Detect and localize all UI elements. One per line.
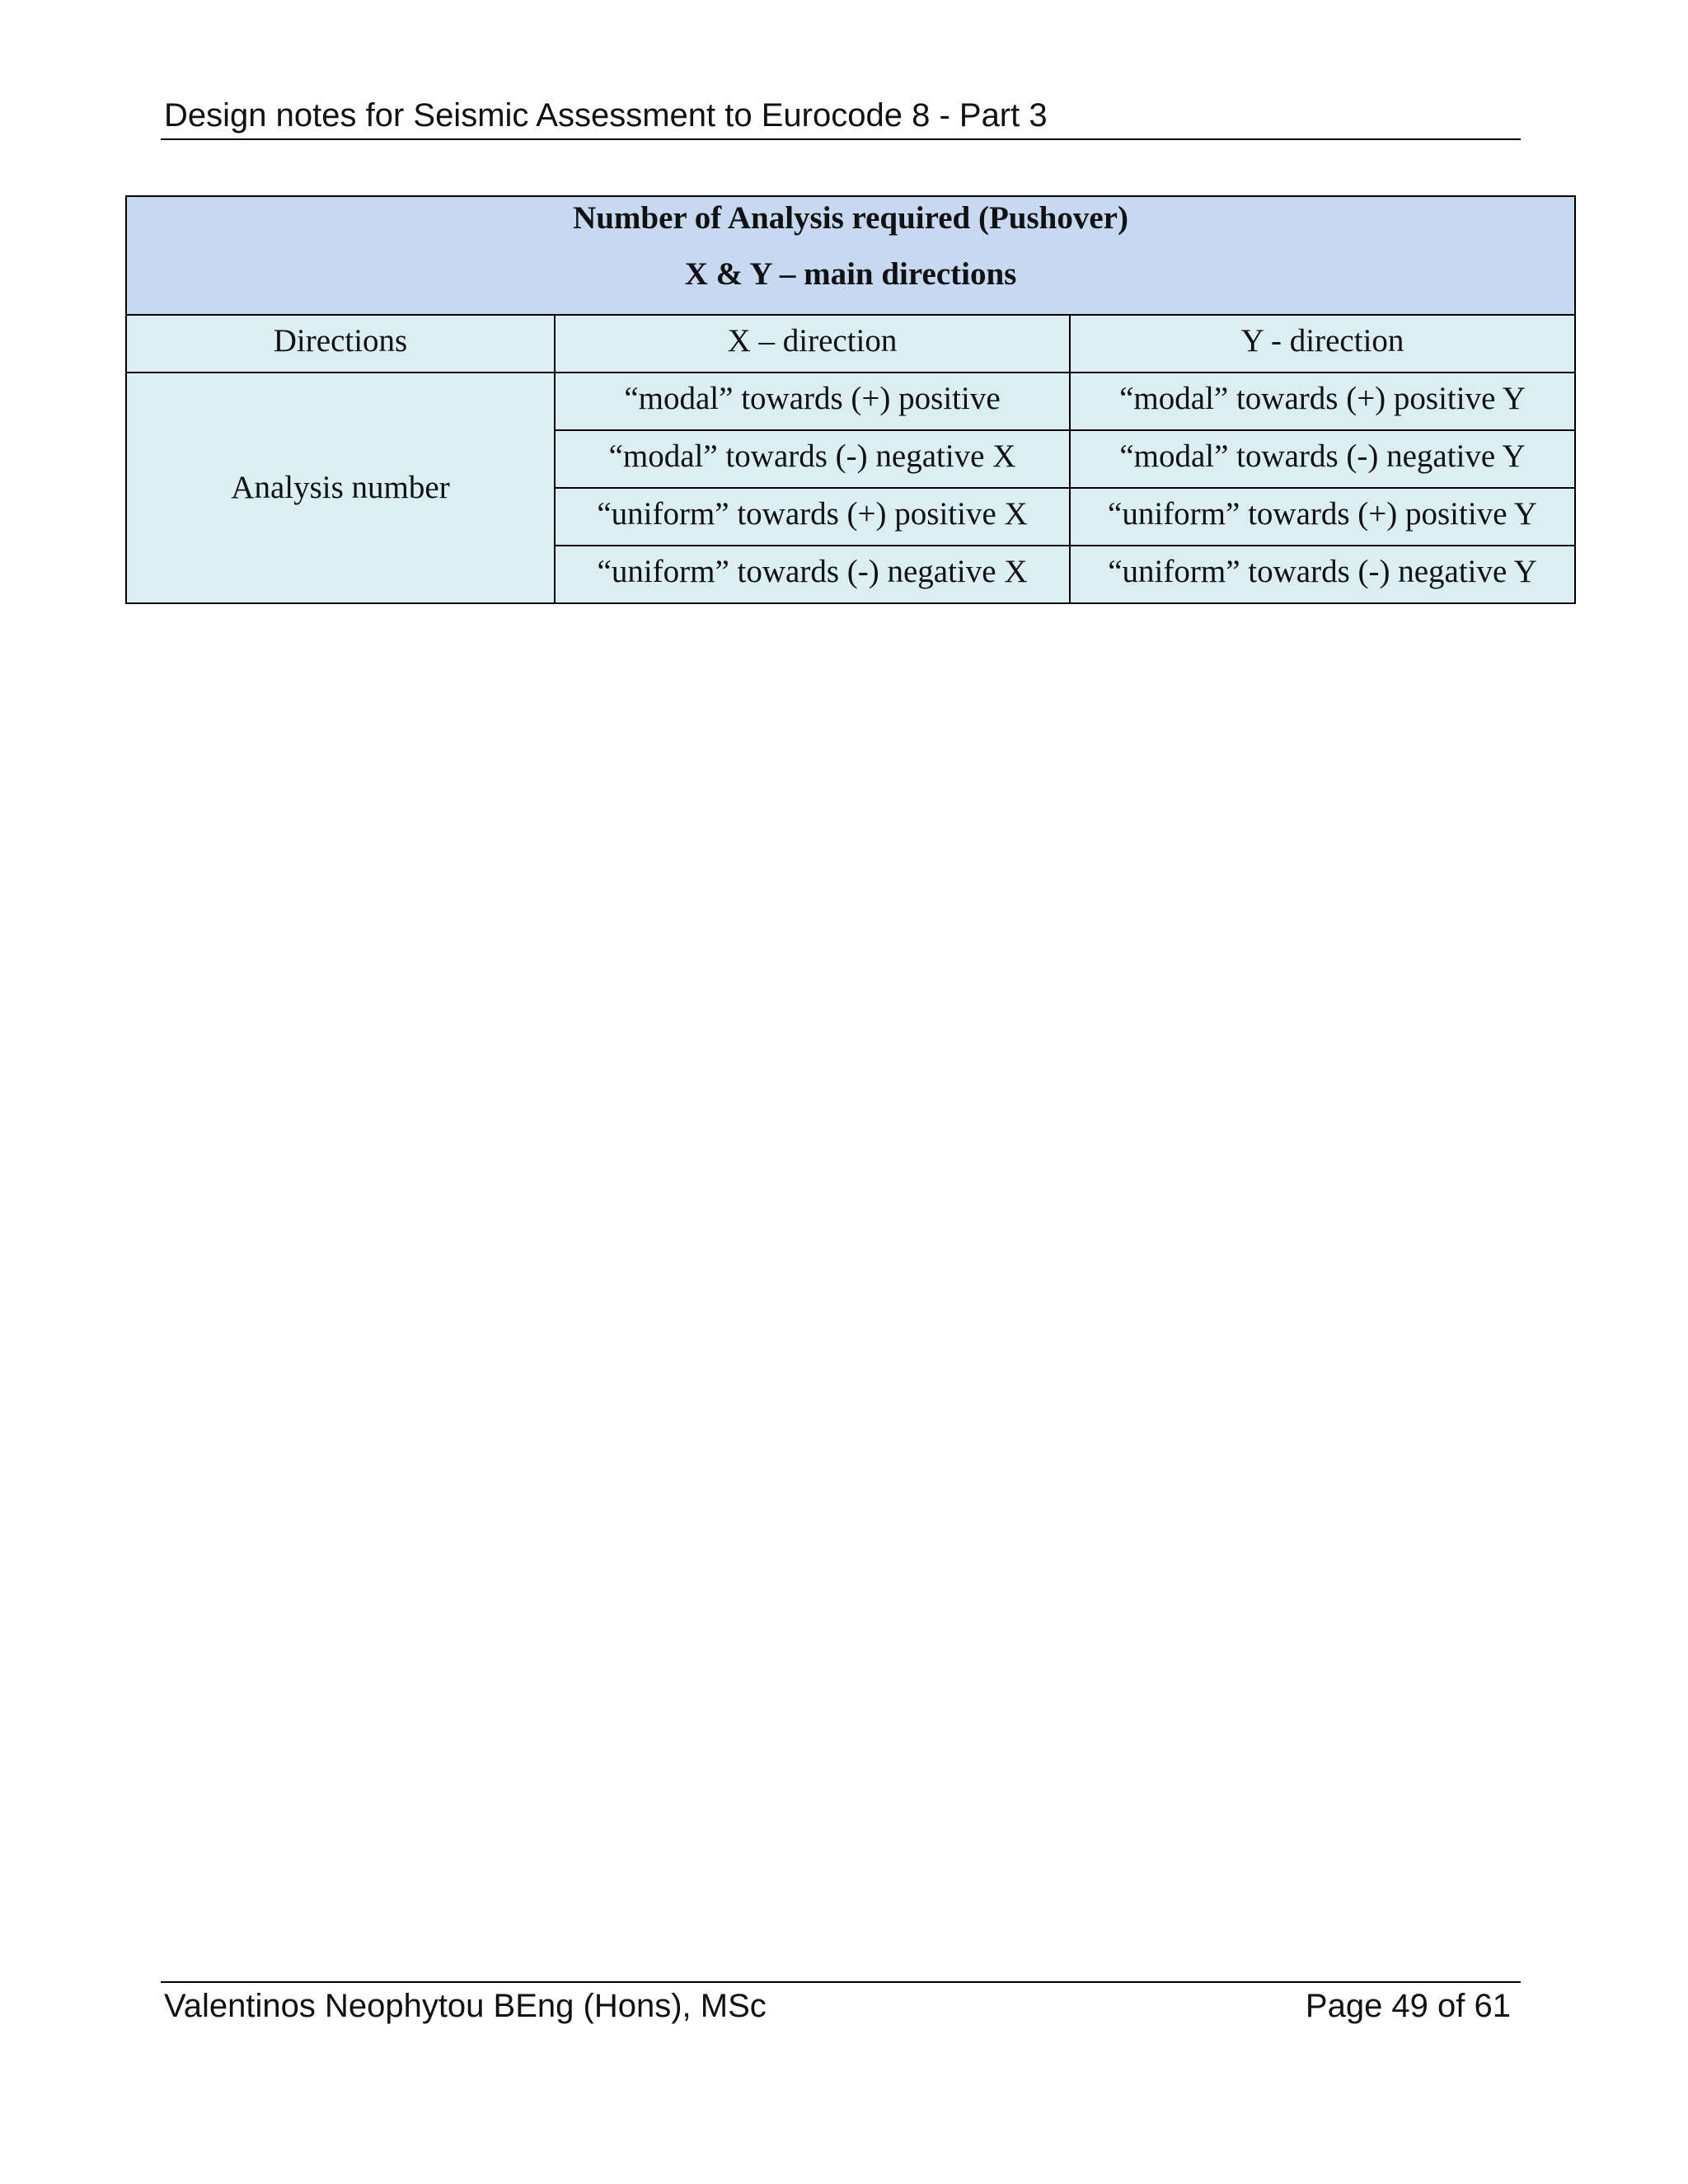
table-header-row (126, 315, 1575, 373)
table-title-line-1: Number of Analysis required (Pushover) (573, 200, 1128, 236)
page-footer (161, 1981, 1521, 2032)
document-title: Design notes for Seismic Assessment to Eurocode 8 - Part 3 (164, 97, 1048, 134)
page-header (161, 92, 1521, 140)
table-cell-x (555, 488, 1070, 546)
table-row (126, 373, 1575, 430)
table-cell-x (555, 546, 1070, 603)
row-label-analysis-number: Analysis number (126, 373, 555, 603)
cell-text: “modal” towards (-) negative Y (1119, 438, 1526, 474)
table-cell-y (1070, 430, 1575, 488)
table-cell-y (1070, 373, 1575, 430)
cell-text: “uniform” towards (-) negative Y (1108, 554, 1537, 589)
table-cell-x (555, 430, 1070, 488)
column-header-directions-label: Directions (273, 323, 408, 359)
column-header-x-direction-label: X – direction (727, 323, 898, 359)
cell-text: “uniform” towards (+) positive X (597, 496, 1028, 532)
pushover-analysis-table (125, 195, 1576, 604)
cell-text: “modal” towards (-) negative X (608, 438, 1016, 474)
cell-text: “modal” towards (+) positive (624, 381, 1001, 416)
table-title-line-2: X & Y – main directions (684, 256, 1017, 292)
column-header-y-direction-label: Y - direction (1240, 323, 1404, 359)
footer-author: Valentinos Neophytou BEng (Hons), MSc (164, 1988, 767, 2024)
cell-text: “uniform” towards (-) negative X (597, 554, 1028, 589)
page-number: Page 49 of 61 (1305, 1988, 1511, 2024)
column-header-y-direction (1070, 315, 1575, 373)
table-cell-y (1070, 488, 1575, 546)
column-header-directions (126, 315, 555, 373)
cell-text: “uniform” towards (+) positive Y (1108, 496, 1537, 532)
table-cell-y (1070, 546, 1575, 603)
column-header-x-direction (555, 315, 1070, 373)
cell-text: “modal” towards (+) positive Y (1119, 381, 1526, 416)
table-title-row (126, 196, 1575, 315)
table-cell-x (555, 373, 1070, 430)
table-title-cell (126, 196, 1575, 315)
